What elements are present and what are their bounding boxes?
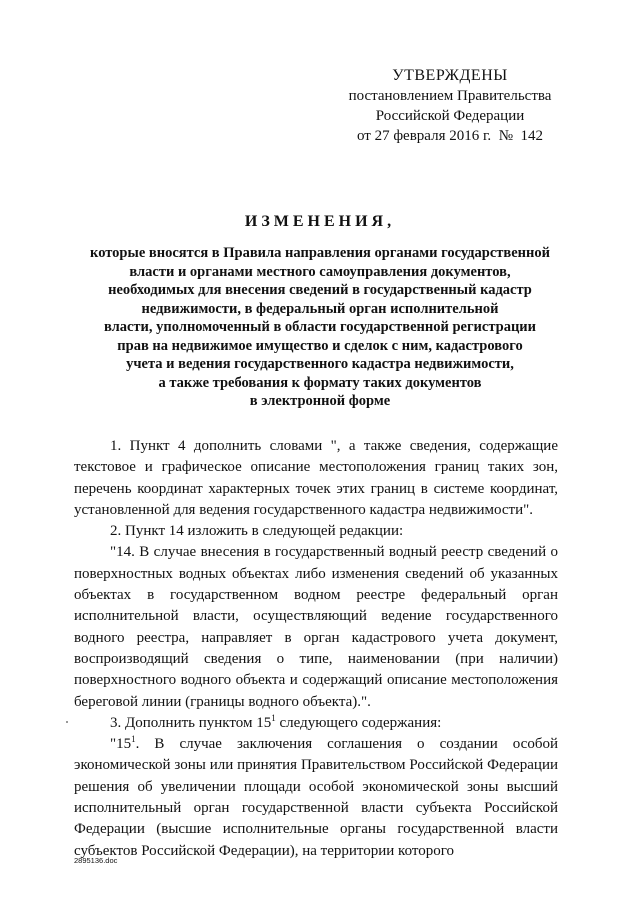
approval-heading: УТВЕРЖДЕНЫ xyxy=(392,67,508,84)
subtitle-line: а также требования к формату таких документов xyxy=(158,374,482,391)
paragraph-5-text: "15 xyxy=(110,736,132,753)
paragraph-3: "14. В случае внесения в государственный водный реестр сведений о поверхностных водных объектах либо изменения сведений об указанных объектах в государственном водном реестре федеральный орган исполнительной власти, осуществляющий ведение государственного водного реестра, направляет в орган кадастрового учета документ, воспроизводящий сведения о типе, наименовании (при наличии) поверхностного водного объекта и содержащий описание местоположения береговой линии (границы водного объекта).". xyxy=(74,544,558,710)
superscript-1: 1 xyxy=(131,734,136,745)
paragraph-4-text: 3. Дополнить пунктом 15 xyxy=(110,714,272,731)
approval-number-sign: № xyxy=(498,128,513,144)
approval-number: 142 xyxy=(520,128,543,144)
approval-line-3 xyxy=(330,126,570,146)
footer-filename: 2895136.doc xyxy=(74,856,118,865)
document-title: ИЗМЕНЕНИЯ, xyxy=(244,213,396,230)
paragraph-4-tail: следующего содержания: xyxy=(275,714,442,731)
paragraph-5 xyxy=(74,734,558,862)
subtitle-line: которые вносятся в Правила направления органами государственной xyxy=(90,245,550,261)
subtitle-line: в электронной форме xyxy=(249,393,391,409)
subtitle-line: недвижимости, в федеральный орган исполнительной xyxy=(141,300,499,317)
subtitle-line: власти, уполномоченный в области государственной регистрации xyxy=(103,319,537,335)
document-body xyxy=(74,436,558,862)
subtitle-line: власти и органами местного самоуправления документов, xyxy=(129,263,511,280)
paragraph-2: 2. Пункт 14 изложить в следующей редакции: xyxy=(110,523,404,540)
paragraph-1: 1. Пункт 4 дополнить словами ", а также сведения, содержащие текстовое и графическое описание местоположения границ таких зон, перечень координат характерных точек этих границ в системе координат, установленной для ведения государственного кадастра недвижимости". xyxy=(74,438,558,518)
subtitle-line: учета и ведения государственного кадастра недвижимости, xyxy=(126,356,514,372)
approval-block xyxy=(330,66,570,146)
approval-line-1: постановлением Правительства xyxy=(348,88,552,104)
approval-date: от 27 февраля 2016 г. xyxy=(356,128,492,144)
paragraph-4 xyxy=(74,713,558,734)
document-subtitle xyxy=(70,244,570,411)
approval-line-2: Российской Федерации xyxy=(375,108,525,124)
subtitle-line: необходимых для внесения сведений в государственный кадастр xyxy=(108,282,532,298)
subtitle-line: прав на недвижимое имущество и сделок с ним, кадастрового xyxy=(117,337,523,354)
scan-speck xyxy=(66,721,68,723)
superscript-1: 1 xyxy=(271,712,276,723)
paragraph-5-tail: . В случае заключения соглашения о создании особой экономической зоны или принятия Правительством Российской Федерации решения об увеличении площади особой экономической зоны высший исполнительный орган государственной власти субъекта Российской Федерации (высшие исполнительные органы государственной власти субъектов Российской Федерации), на территории которого xyxy=(74,736,558,859)
